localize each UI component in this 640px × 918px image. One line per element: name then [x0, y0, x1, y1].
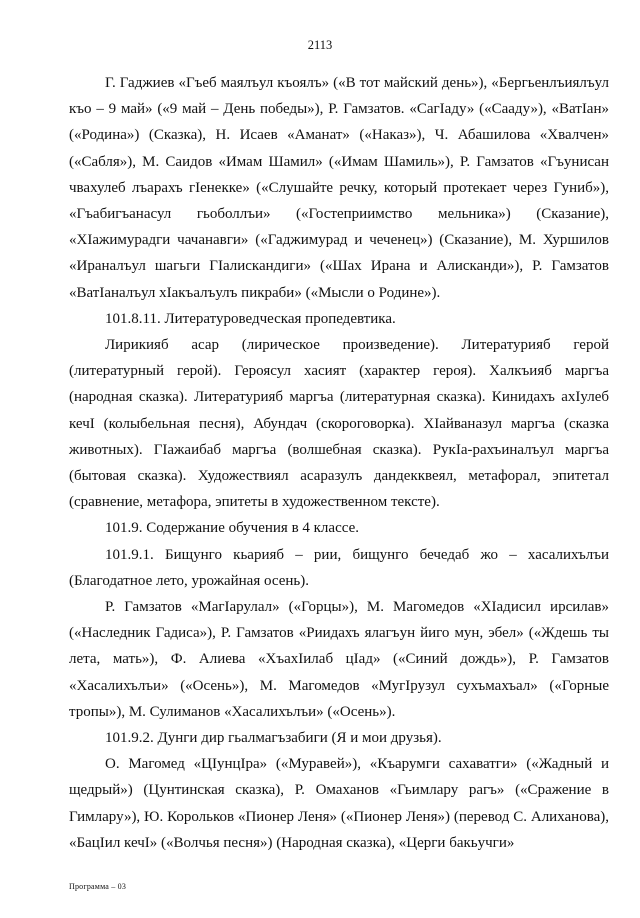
paragraph-friends-works: О. Магомед «ЦIунцIра» («Муравей»), «Къарумги сахаватги» («Жадный и щедрый») (Цунтинская сказка), Р. Омаханов «Гьимлару рагъ» («Сражение в Гимлару»), Ю. Корольков «Пионер Леня» («Пионер Леня») (перевод С. Алиханова), «БацIил кечI» («Волчья песня») (Народная сказка), «Церги бакьучги»: [69, 756, 609, 851]
paragraph-authors-may-day: Г. Гаджиев «Гъеб маялъул къоялъ» («В тот майский день»), «Бергьенлъиялъул къо – 9 май» («9 май – День победы»), Р. Гамзатов. «СагIаду» («Сааду»), «ВатIан» («Родина») (Сказка), Н. Исаев «Аманат» («Наказ»), Ч. Абашилова «Хвалчен» («Сабля»), М. Саидов «Имам Шамил» («Имам Шамиль»), Р. Гамзатов «Гъунисан чвахулеб лъарахъ гIенекке» («Слушайте речку, который протекает через Гуниб»), «Гъабигъанасул гьоболлъи» («Гостеприимство мельника») (Сказание), «ХIажимурадги чачанавги» («Гаджимурад и чеченец») (Сказание), М. Хуршилов «Ираналъул шагьги ГIалискандиги» («Шах Ирана и Алисканди»), Р. Гамзатов «ВатIаналъул хIакъалъулъ пикраби» («Мысли о Родине»).: [69, 75, 609, 301]
section-heading-101-8-11: 101.8.11. Литературоведческая пропедевтика.: [105, 310, 396, 327]
paragraph-autumn-works: Р. Гамзатов «МагIарулал» («Горцы»), М. Магомедов «ХIадисил ирсилав» («Наследник Гадиса»), Р. Гамзатов «Риидахъ ялагъун йиго мун, эбел» («Ждешь ты лета, мать»), Ф. Алиева «ХъахIилаб цIад» («Синий дождь»), Р. Гамзатов «Хасалихълъи» («Осень»), М. Магомедов «МугIрузул сухъмахъал» («Горные тропы»), М. Сулиманов «Хасалихълъи» («Осень»).: [69, 599, 609, 720]
paragraph-literary-terms: Лирикияб асар (лирическое произведение). Литературияб герой (литературный герой). Героясул хасият (характер героя). Халкъияб маргъа (народная сказка). Литературияб маргъа (литературная сказка). Кинидахъ ахIулеб кечI (колыбельная песня), Абундач (скороговорка). ХIайваназул маргъа (сказка животных). ГIажаибаб маргъа (волшебная сказка). РукIа-рахъиналъул маргъа (бытовая сказка). Художествиял асаразулъ дандекквеял, метафорал, эпитетал (сравнение, метафора, эпитеты в художественном тексте).: [69, 337, 609, 511]
page-number: 2113: [307, 38, 333, 52]
section-heading-101-9-1: 101.9.1. Бищунго кьарияб – рии, бищунго бечедаб жо – хасалихълъи (Благодатное лето, урожайная осень).: [69, 546, 609, 589]
section-heading-101-9: 101.9. Содержание обучения в 4 классе.: [105, 520, 359, 537]
section-heading-101-9-2: 101.9.2. Дунги дир гьалмагъзабиги (Я и мои друзья).: [105, 730, 442, 747]
document-body: [69, 70, 609, 856]
footer-program-label: Программа – 03: [69, 882, 127, 891]
